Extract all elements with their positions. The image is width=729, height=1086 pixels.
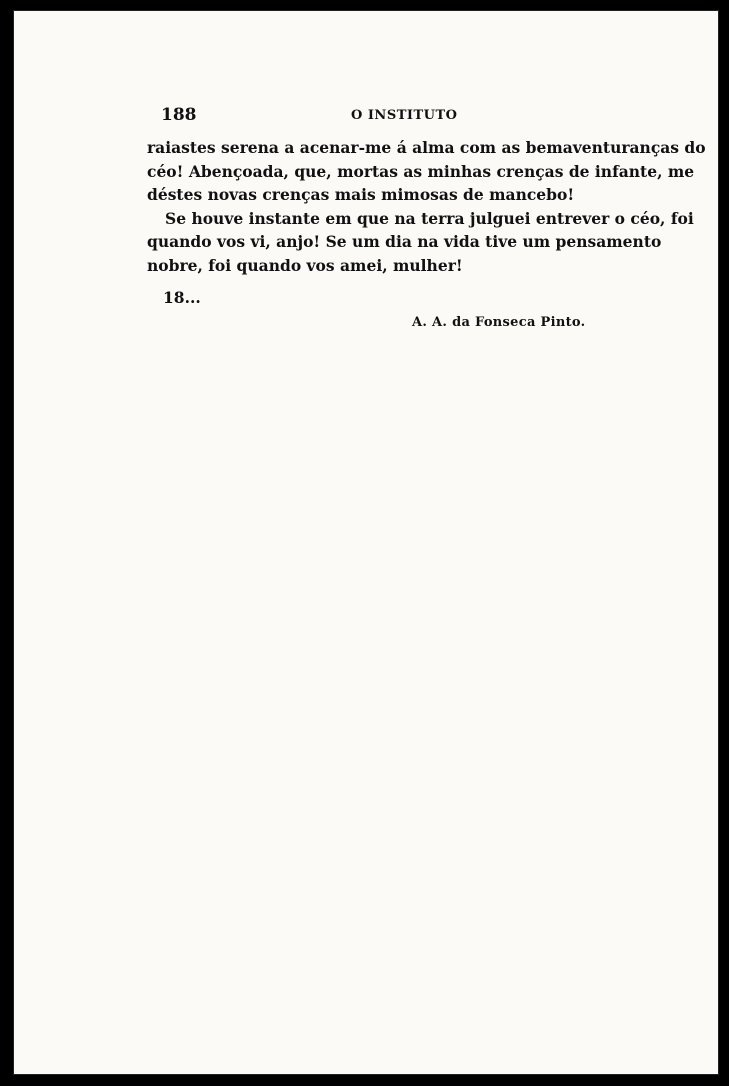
text-line: quando vos vi, anjo! Se um dia na vida tive um pensamento <box>147 232 662 251</box>
text-line: Se houve instante em que na terra julguei entrever o céo, foi <box>165 208 694 228</box>
text-line: déstes novas crenças mais mimosas de mancebo! <box>147 185 575 204</box>
text-line: nobre, foi quando vos amei, mulher! <box>147 255 463 275</box>
page-header <box>161 105 631 129</box>
paragraph <box>147 136 706 207</box>
page-number: 188 <box>161 105 197 125</box>
body-text <box>147 136 706 277</box>
paragraph <box>147 207 694 278</box>
text-line: raiastes serena a acenar-me á alma com as bemaventuranças do <box>147 138 706 157</box>
author-signature: A. A. da Fonseca Pinto. <box>412 315 586 330</box>
date-line: 18... <box>163 288 201 307</box>
text-line: céo! Abençoada, que, mortas as minhas crenças de infante, me <box>147 161 695 181</box>
running-head: O INSTITUTO <box>351 108 458 123</box>
